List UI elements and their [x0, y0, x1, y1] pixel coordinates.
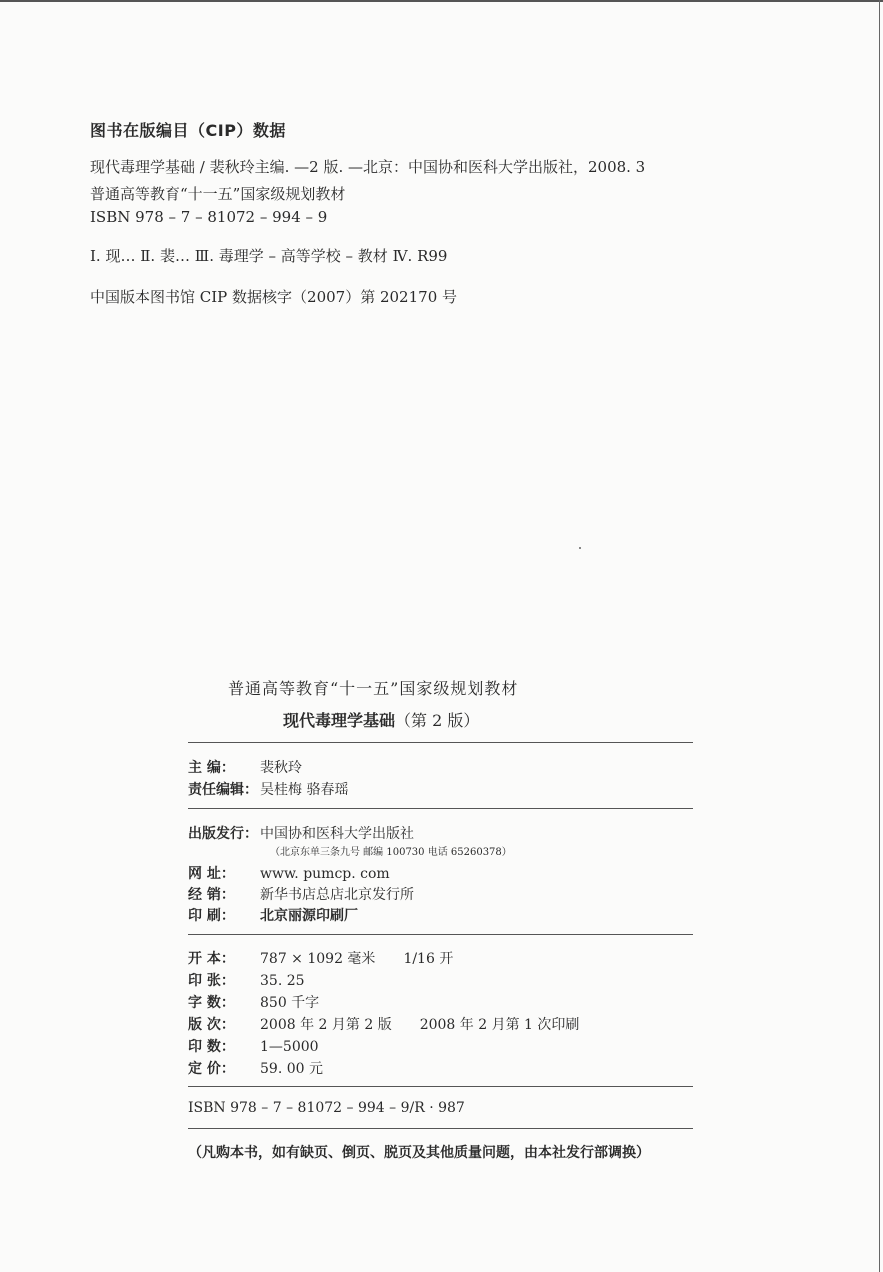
- publisher-label: 出版发行：: [188, 826, 258, 842]
- copies-label: 印 数：: [188, 1039, 235, 1055]
- distributor-value: 新华书店总店北京发行所: [260, 887, 414, 903]
- resp-editor-label: 责任编辑：: [188, 782, 258, 798]
- format-fold: 1/16 开: [403, 951, 454, 967]
- book-title-text: 现代毒理学基础: [283, 711, 396, 730]
- words-label: 字 数：: [188, 995, 235, 1011]
- publisher-address: （北京东单三条九号 邮编 100730 电话 65260378）: [270, 847, 512, 858]
- divider: [188, 934, 693, 935]
- scan-speck: [579, 547, 581, 549]
- resp-editor-row: [188, 779, 348, 799]
- format-label: 开 本：: [188, 951, 235, 967]
- divider: [188, 1086, 693, 1087]
- divider: [188, 1128, 693, 1129]
- price-row: [188, 1058, 323, 1078]
- cip-title: 图书在版编目（CIP）数据: [90, 121, 286, 140]
- cip-subject-line: Ⅰ. 现… Ⅱ. 裴… Ⅲ. 毒理学 – 高等学校 – 教材 Ⅳ. R99: [90, 247, 448, 265]
- editor-value: 裴秋玲: [260, 760, 302, 776]
- cip-isbn-line: ISBN 978 – 7 – 81072 – 994 – 9: [90, 208, 328, 226]
- copies-value: 1—5000: [260, 1039, 319, 1055]
- publisher-value: 中国协和医科大学出版社: [260, 826, 414, 842]
- distributor-label: 经 销：: [188, 887, 235, 903]
- cip-series-line: 普通高等教育“十一五”国家级规划教材: [90, 185, 346, 203]
- editor-row: [188, 757, 302, 777]
- publisher-row: [188, 823, 414, 843]
- printer-row: [188, 905, 358, 925]
- words-value: 850 千字: [260, 995, 320, 1011]
- editor-label: 主 编：: [188, 760, 235, 776]
- web-row: [188, 863, 390, 883]
- book-edition: （第 2 版）: [395, 711, 480, 730]
- price-value: 59. 00 元: [260, 1061, 323, 1077]
- printer-label: 印 刷：: [188, 908, 235, 924]
- format-value: 787 × 1092 毫米: [260, 951, 376, 967]
- sheets-value: 35. 25: [260, 973, 305, 989]
- copies-row: [188, 1036, 319, 1056]
- words-row: [188, 992, 319, 1012]
- divider: [188, 808, 693, 809]
- series-title: 普通高等教育“十一五”国家级规划教材: [228, 679, 519, 698]
- sheets-row: [188, 970, 305, 990]
- price-label: 定 价：: [188, 1061, 235, 1077]
- edition-date: 2008 年 2 月第 2 版: [260, 1017, 392, 1033]
- distributor-row: [188, 884, 414, 904]
- book-title: [283, 708, 479, 731]
- web-label: 网 址：: [188, 866, 235, 882]
- page-top-border: [0, 0, 883, 2]
- page-right-border: [879, 0, 880, 1272]
- web-value: www. pumcp. com: [260, 866, 390, 882]
- resp-editor-value: 吴桂梅 骆春瑶: [260, 782, 349, 798]
- divider: [188, 742, 693, 743]
- cip-bibliographic-line: 现代毒理学基础 / 裴秋玲主编. —2 版. —北京：中国协和医科大学出版社，2008. 3: [90, 158, 646, 176]
- print-date: 2008 年 2 月第 1 次印刷: [419, 1017, 580, 1033]
- cip-record-number: 中国版本图书馆 CIP 数据核字（2007）第 202170 号: [90, 288, 458, 306]
- edition-row: [188, 1014, 579, 1034]
- quality-notice: （凡购本书，如有缺页、倒页、脱页及其他质量问题，由本社发行部调换）: [188, 1145, 650, 1161]
- format-row: [188, 948, 453, 968]
- edition-label: 版 次：: [188, 1017, 235, 1033]
- sheets-label: 印 张：: [188, 973, 235, 989]
- isbn-line: ISBN 978 – 7 – 81072 – 994 – 9/R · 987: [188, 1100, 465, 1116]
- printer-value: 北京丽源印刷厂: [260, 908, 358, 924]
